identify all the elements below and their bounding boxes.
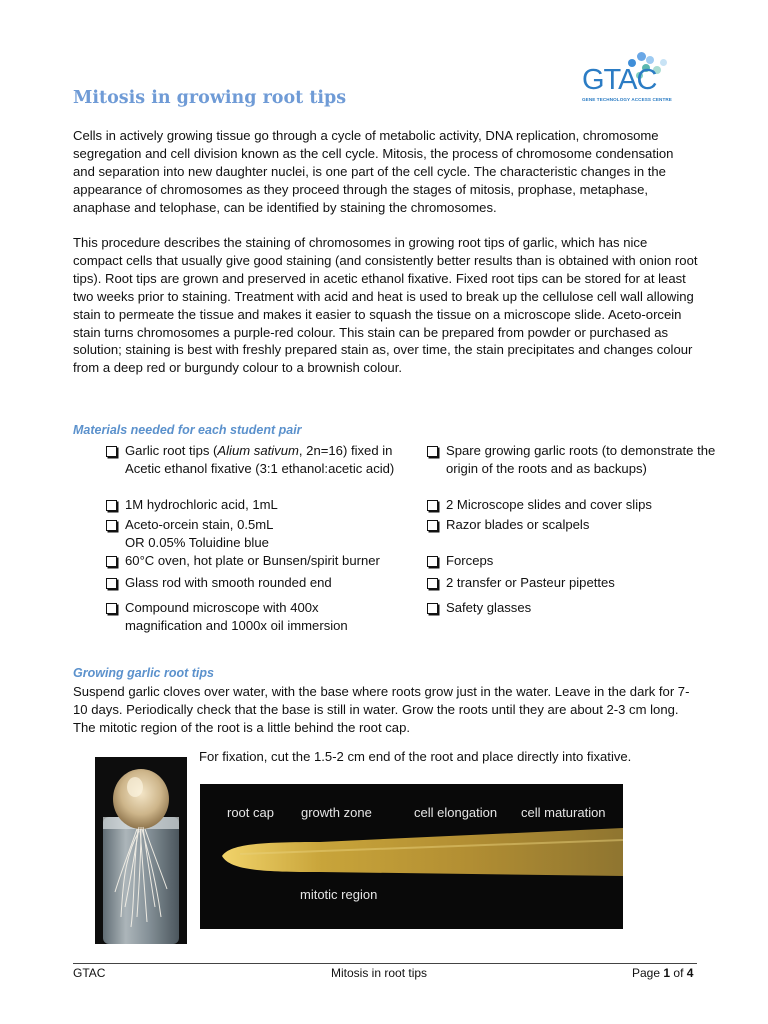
material-item: Forceps: [427, 552, 718, 570]
label-root-cap: root cap: [227, 805, 274, 820]
fixation-text: For fixation, cut the 1.5-2 cm end of the root and place directly into fixative.: [199, 749, 632, 764]
material-item: 60°C oven, hot plate or Bunsen/spirit burner: [106, 552, 425, 570]
label-cell-elongation: cell elongation: [414, 805, 498, 820]
material-item: 1M hydrochloric acid, 1mL: [106, 496, 425, 514]
logo-text: GTAC: [582, 64, 657, 96]
footer-divider: [73, 963, 697, 964]
label-growth-zone: growth zone: [301, 805, 372, 820]
checkbox-icon: [427, 520, 438, 531]
material-item: Aceto-orcein stain, 0.5mL OR 0.05% Toluidine blue: [106, 516, 425, 552]
footer-org: GTAC: [73, 966, 106, 980]
growing-paragraph: Suspend garlic cloves over water, with the base where roots grow just in the water. Leave in the dark for 7-10 days. Periodically check that the base is still in water. Grow the roots until they are about 2-3 cm long. The mitotic region of the root is a little behind the root cap.: [73, 684, 690, 735]
material-item: Razor blades or scalpels: [427, 516, 718, 534]
label-cell-maturation: cell maturation: [521, 805, 606, 820]
intro-paragraph-2: This procedure describes the staining of chromosomes in growing root tips of garlic, which has nice compact cells that usually give good staining (and consistently better results than is obtained with onion root tips). Root tips are grown and preserved in acetic ethanol fixative. Fixed root tips can be stored for at least two weeks prior to staining. Treatment with acid and heat is used to break up the cellulose cell wall allowing stain to permeate the tissue and makes it easier to squash the tissue on a microscope slide. Aceto-orcein stain turns chromosomes a purple-red colour. This stain can be prepared from powder or purchased as solution; staining is best with freshly prepared stain as, over time, the stain precipitates and changes colour from a deep red or burgundy colour to a brownish colour.: [73, 235, 698, 376]
growing-heading: Growing garlic root tips: [73, 666, 214, 680]
logo-subtitle: GENE TECHNOLOGY ACCESS CENTRE: [582, 97, 672, 102]
checkbox-icon: [427, 500, 438, 511]
material-item: Compound microscope with 400x magnification and 1000x oil immersion: [106, 599, 385, 635]
page-title: Mitosis in growing root tips: [73, 88, 347, 108]
gtac-logo: [580, 50, 680, 110]
material-item: Glass rod with smooth rounded end: [106, 574, 425, 592]
checkbox-icon: [106, 500, 117, 511]
intro-paragraph-1: Cells in actively growing tissue go through a cycle of metabolic activity, DNA replication, chromosome segregation and cell division known as the cell cycle. Mitosis, the process of chromosome condensation and separation into new daughter nuclei, is one part of the cell cycle. The characteristic changes in the appearance of chromosomes as they proceed through the stages of mitosis, prophase, metaphase, anaphase and telophase, can be identified by staining the chromosomes.: [73, 128, 674, 215]
checkbox-icon: [106, 446, 117, 457]
material-item: Safety glasses: [427, 599, 718, 617]
material-item: 2 Microscope slides and cover slips: [427, 496, 718, 514]
material-item: Garlic root tips (Alium sativum, 2n=16) fixed in Acetic ethanol fixative (3:1 ethanol:acetic acid): [106, 442, 425, 478]
label-mitotic-region: mitotic region: [300, 887, 378, 902]
checkbox-icon: [427, 446, 438, 457]
footer-page-number: Page 1 of 4: [632, 966, 694, 980]
checkbox-icon: [106, 520, 117, 531]
material-item: Spare growing garlic roots (to demonstrate the origin of the roots and as backups): [427, 442, 718, 478]
checkbox-icon: [106, 603, 117, 614]
checkbox-icon: [427, 556, 438, 567]
root-tip-photo: [200, 784, 623, 929]
checkbox-icon: [106, 578, 117, 589]
material-item: 2 transfer or Pasteur pipettes: [427, 574, 718, 592]
garlic-in-glass-photo: [95, 757, 187, 944]
checkbox-icon: [106, 556, 117, 567]
materials-heading: Materials needed for each student pair: [73, 423, 302, 437]
checkbox-icon: [427, 603, 438, 614]
footer-title: Mitosis in root tips: [331, 966, 428, 980]
checkbox-icon: [427, 578, 438, 589]
